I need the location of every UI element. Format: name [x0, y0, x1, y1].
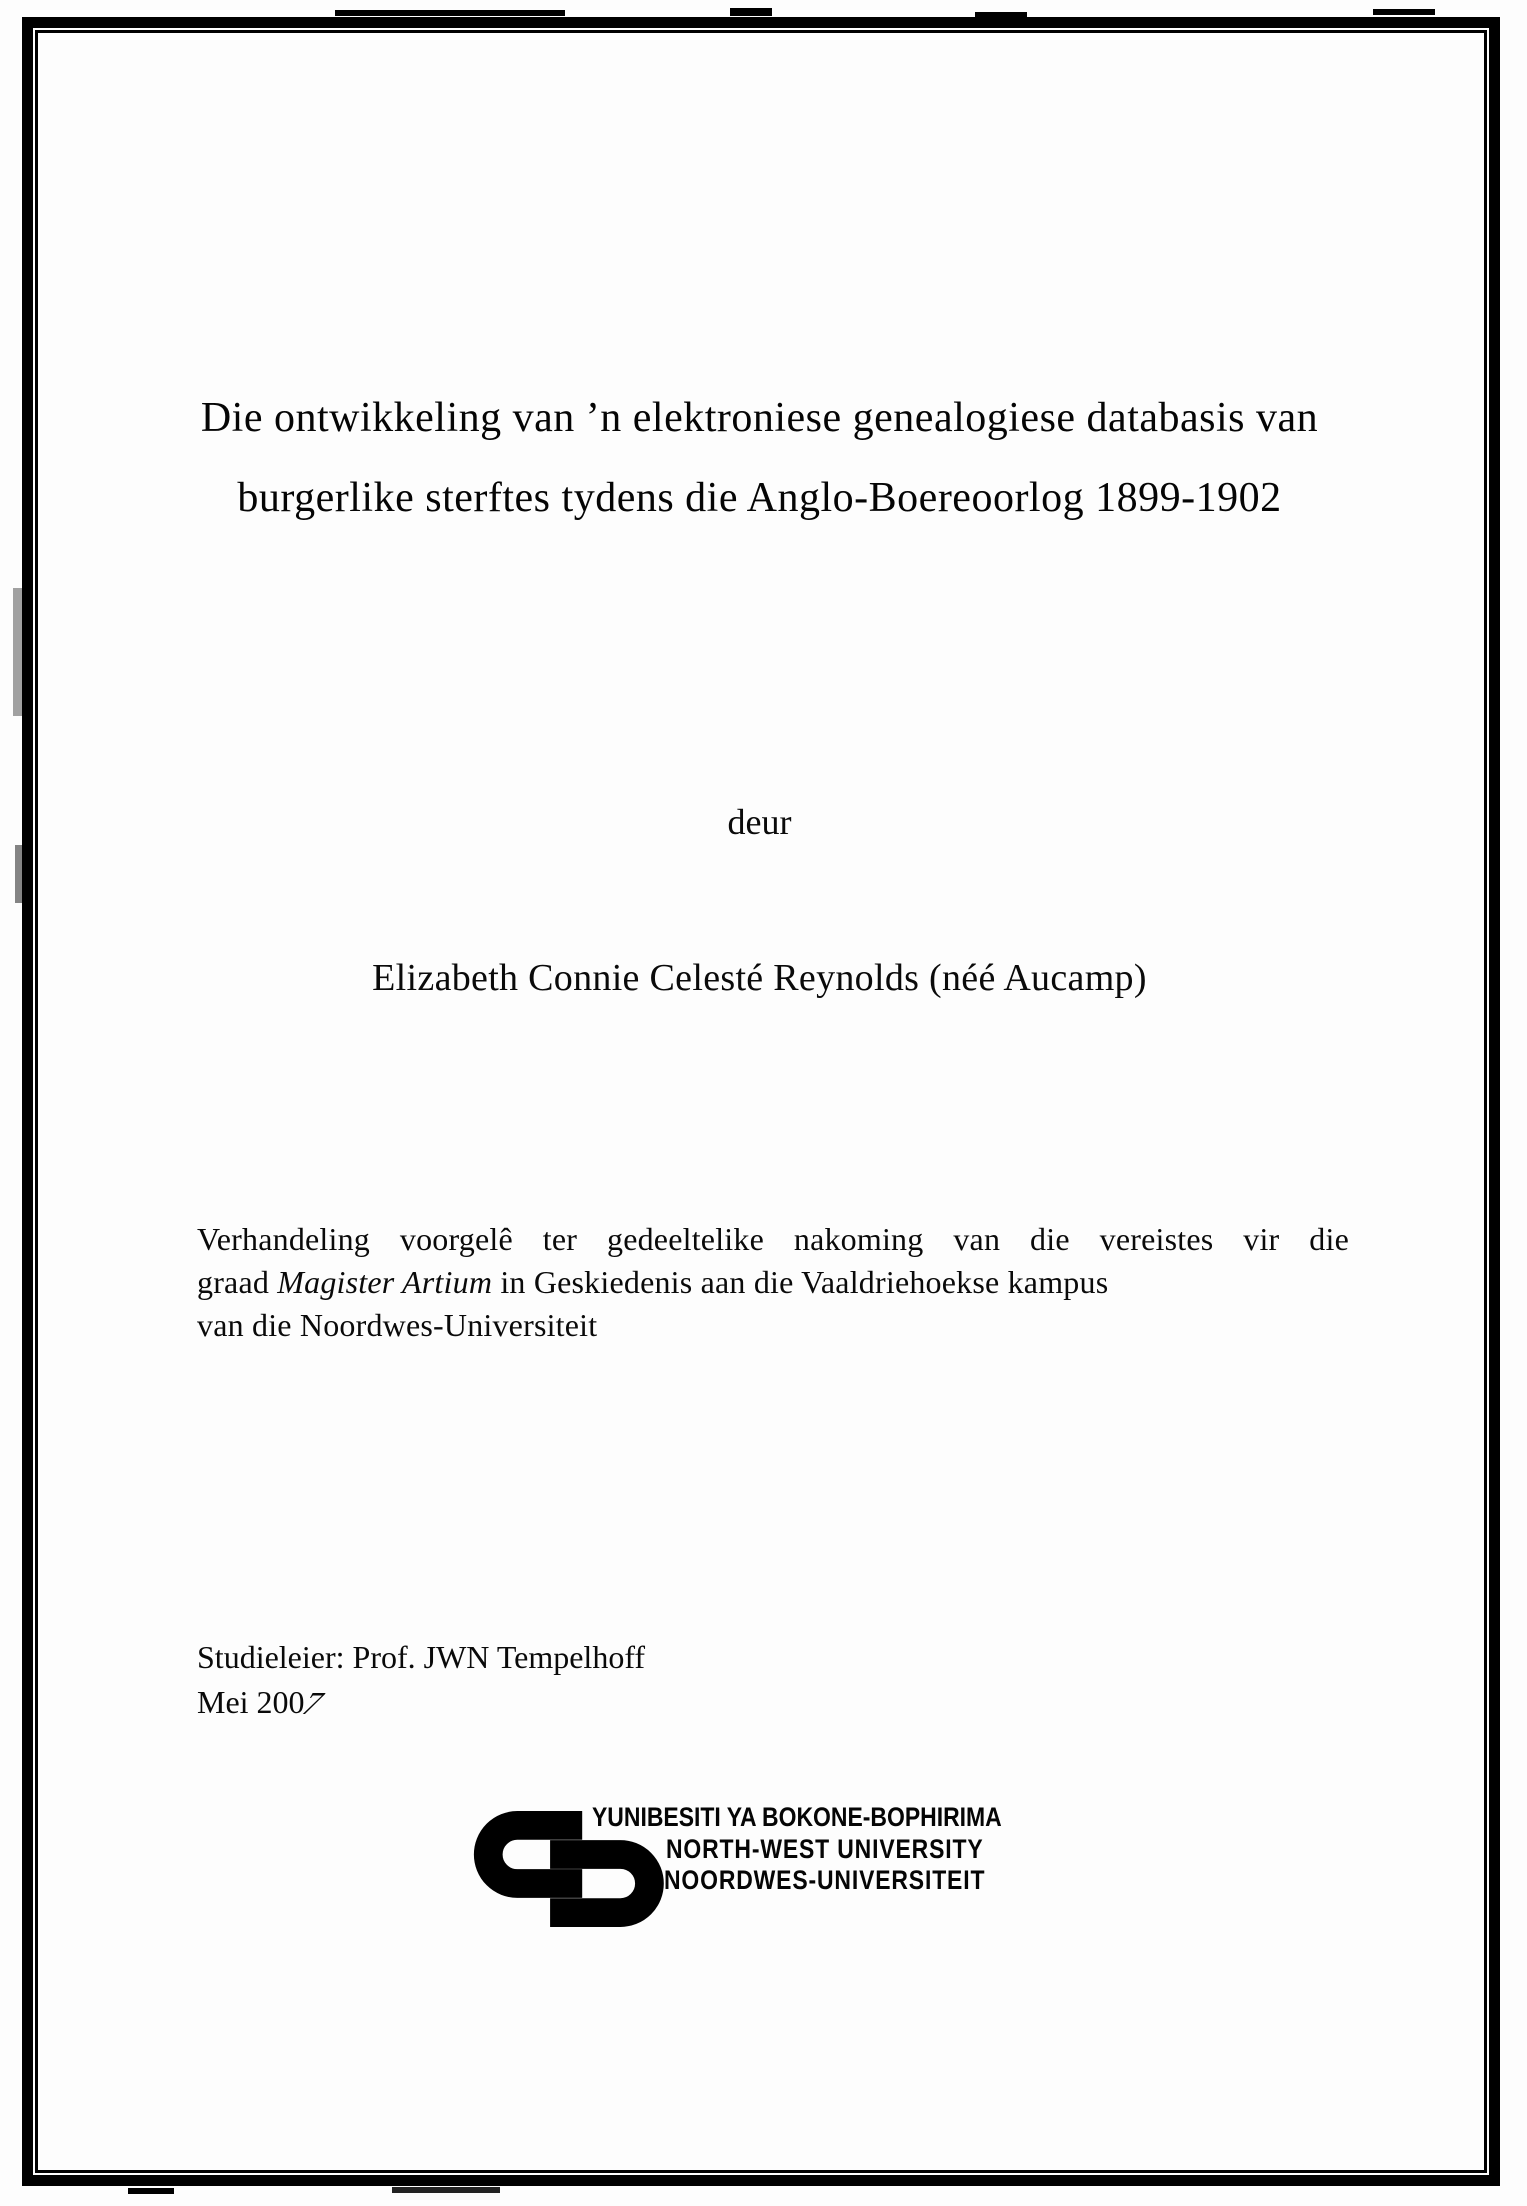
date-last-digit: 7	[297, 1685, 327, 1721]
scan-artifact	[1373, 9, 1435, 15]
scan-artifact	[15, 845, 22, 903]
degree-statement-line2-prefix: graad	[197, 1264, 278, 1300]
logo-text-setswana: YUNIBESITI YA BOKONE-BOPHIRIMA	[592, 1802, 1002, 1832]
degree-statement-line2-suffix: in Geskiedenis aan die Vaaldriehoekse kampus	[492, 1264, 1109, 1300]
date-prefix: Mei 200	[197, 1684, 305, 1720]
scan-artifact	[13, 588, 22, 716]
scan-artifact	[392, 2187, 500, 2193]
degree-statement-line3: van die Noordwes-Universiteit	[197, 1307, 598, 1343]
thesis-title-line1: Die ontwikkeling van ’n elektroniese genealogiese databasis van	[200, 395, 1319, 441]
scan-artifact	[128, 2188, 174, 2194]
author-name: Elizabeth Connie Celesté Reynolds (néé Aucamp)	[372, 957, 1147, 999]
degree-name-italic: Magister Artium	[277, 1264, 493, 1300]
scan-artifact	[975, 12, 1027, 17]
logo-text-english: NORTH-WEST UNIVERSITY	[666, 1834, 984, 1864]
scan-artifact	[335, 10, 565, 16]
supervisor-block	[197, 1635, 645, 1725]
degree-statement-line1: Verhandeling voorgelê ter gedeeltelike nakoming van die vereistes vir die	[197, 1221, 1349, 1257]
university-logo	[470, 1802, 1150, 1952]
supervisor-line: Studieleier: Prof. JWN Tempelhoff	[197, 1639, 646, 1675]
degree-statement	[197, 1218, 1349, 1347]
logo-text-afrikaans: NOORDWES-UNIVERSITEIT	[664, 1865, 986, 1895]
byline-deur: deur	[727, 802, 792, 842]
degree-statement-line2	[197, 1261, 1349, 1304]
scan-artifact	[730, 8, 772, 16]
date-line	[197, 1680, 645, 1725]
thesis-title-line2: burgerlike sterftes tydens die Anglo-Boereoorlog 1899-1902	[237, 475, 1282, 521]
